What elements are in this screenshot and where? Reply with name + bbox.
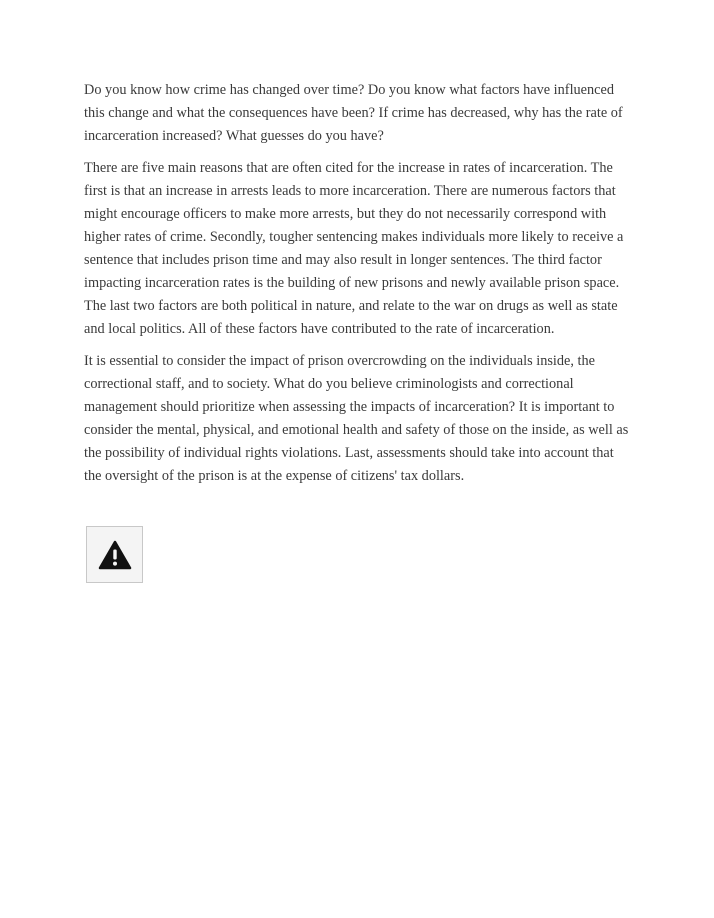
paragraph-incarceration-reasons: There are five main reasons that are often cited for the increase in rates of incarceration. The first is that an increase in arrests leads to more incarceration. There are numerous factors that might encourage officers to make more arrests, but they do not necessarily correspond with higher rates of crime. Secondly, tougher sentencing makes individuals more likely to receive a sentence that includes prison time and may also result in longer sentences. The third factor impacting incarceration rates is the building of new prisons and newly available prison space. The last two factors are both political in nature, and relate to the war on drugs as well as state and local politics. All of these factors have contributed to the rate of incarceration.	[84, 160, 624, 337]
document-body	[84, 79, 632, 497]
broken-image-placeholder[interactable]	[86, 526, 143, 583]
paragraph-overcrowding-impact: It is essential to consider the impact of prison overcrowding on the individuals inside, the correctional staff, and to society. What do you believe criminologists and correctional management should prioritize when assessing the impacts of incarceration? It is important to consider the mental, physical, and emotional health and safety of those on the inside, as well as the possibility of individual rights violations. Last, assessments should take into account that the oversight of the prison is at the expense of citizens' tax dollars.	[84, 353, 629, 484]
warning-icon	[98, 540, 132, 570]
paragraph-crime-questions: Do you know how crime has changed over time? Do you know what factors have influenced this change and what the consequences have been? If crime has decreased, why has the rate of incarceration increased? What guesses do you have?	[84, 82, 623, 144]
